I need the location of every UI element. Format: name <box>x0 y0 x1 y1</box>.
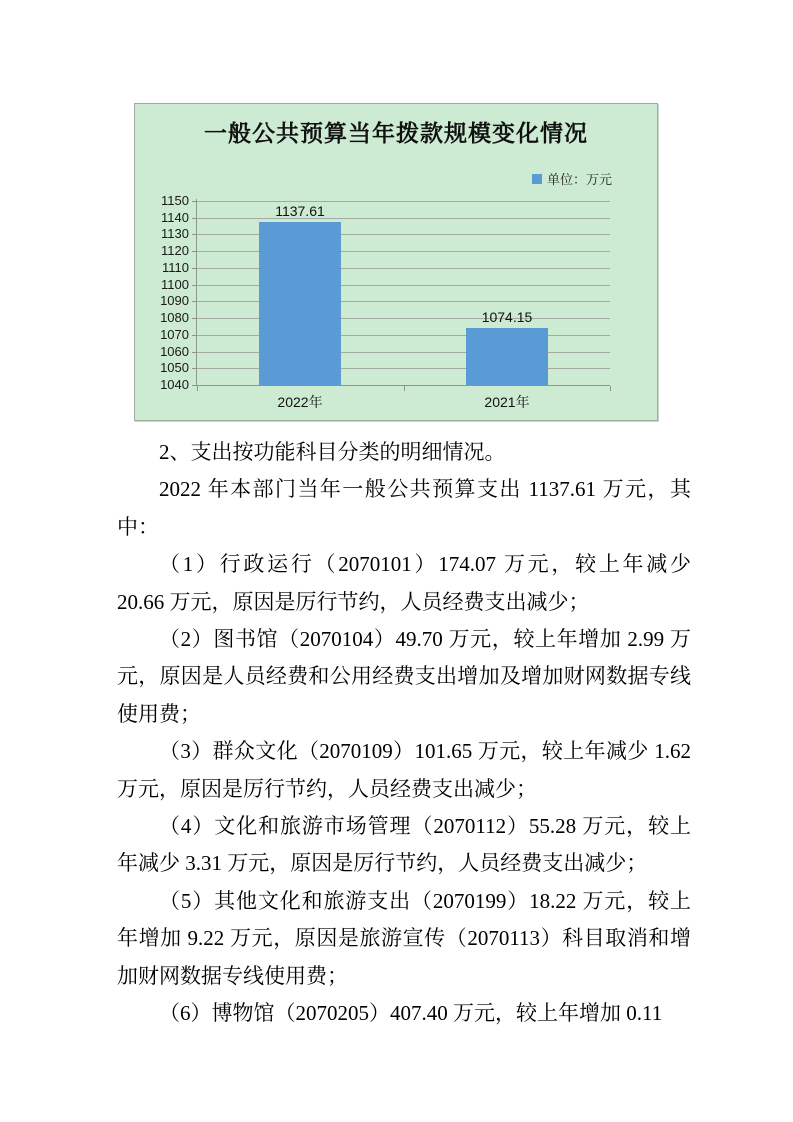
x-axis-line <box>196 385 610 386</box>
y-axis-tick <box>192 218 197 219</box>
y-axis-label: 1150 <box>161 193 189 208</box>
budget-bar-chart <box>134 103 658 421</box>
y-axis-label: 1060 <box>160 344 189 359</box>
y-axis-label: 1050 <box>160 360 189 375</box>
chart-title: 一般公共预算当年拨款规模变化情况 <box>204 120 588 146</box>
y-axis-label: 1080 <box>160 310 189 325</box>
document-body <box>117 434 691 1033</box>
y-axis-tick <box>192 335 197 336</box>
y-axis-tick <box>192 234 197 235</box>
legend-label: 单位：万元 <box>546 172 612 187</box>
y-axis-label: 1040 <box>160 377 189 392</box>
y-axis-tick <box>192 318 197 319</box>
legend-swatch-icon <box>532 174 542 184</box>
plot-area <box>160 193 610 410</box>
bar-2022年 <box>259 222 341 385</box>
y-axis-label: 1100 <box>161 277 189 292</box>
bar-2021年 <box>466 328 548 385</box>
paragraph: （6）博物馆（2070205）407.40 万元，较上年增加 0.11 <box>159 1001 663 1026</box>
x-axis-label: 2021年 <box>484 394 530 410</box>
bar-value-label: 1074.15 <box>481 309 533 325</box>
y-axis-label: 1120 <box>161 243 189 258</box>
paragraph: （3）群众文化（2070109）101.65 万元，较上年减少 1.62 万元，原因是厉行节约，人员经费支出减少； <box>117 739 691 801</box>
y-axis-label: 1090 <box>160 293 189 308</box>
paragraph: （1）行政运行（2070101）174.07 万元，较上年减少 20.66 万元，原因是厉行节约，人员经费支出减少； <box>117 552 691 614</box>
paragraph: （4）文化和旅游市场管理（2070112）55.28 万元，较上年减少 3.31 万元，原因是厉行节约，人员经费支出减少； <box>117 814 691 876</box>
paragraph: 2022 年本部门当年一般公共预算支出 1137.61 万元，其中： <box>117 477 691 539</box>
y-axis-tick <box>192 352 197 353</box>
y-axis-line <box>196 199 197 385</box>
chart-legend <box>532 169 612 188</box>
y-axis-label: 1070 <box>160 327 189 342</box>
y-axis-label: 1140 <box>161 210 189 225</box>
x-axis-tick <box>404 386 405 391</box>
gridline <box>197 201 610 202</box>
y-axis-tick <box>192 251 197 252</box>
bar-value-label: 1137.61 <box>275 203 325 219</box>
y-axis-tick <box>192 201 197 202</box>
paragraph: 2、支出按功能科目分类的明细情况。 <box>159 440 506 464</box>
x-axis-tick <box>610 386 611 391</box>
x-axis-tick <box>197 386 198 391</box>
y-axis-tick <box>192 268 197 269</box>
y-axis-label: 1110 <box>162 260 189 275</box>
paragraph: （2）图书馆（2070104）49.70 万元，较上年增加 2.99 万元，原因是人员经费和公用经费支出增加及增加财网数据专线使用费； <box>117 627 691 726</box>
x-axis-label: 2022年 <box>277 394 323 410</box>
y-axis-tick <box>192 285 197 286</box>
y-axis-label: 1130 <box>161 226 189 241</box>
paragraph: （5）其他文化和旅游支出（2070199）18.22 万元，较上年增加 9.22 万元，原因是旅游宣传（2070113）科目取消和增加财网数据专线使用费； <box>117 888 691 988</box>
y-axis-tick <box>192 368 197 369</box>
y-axis-tick <box>192 301 197 302</box>
